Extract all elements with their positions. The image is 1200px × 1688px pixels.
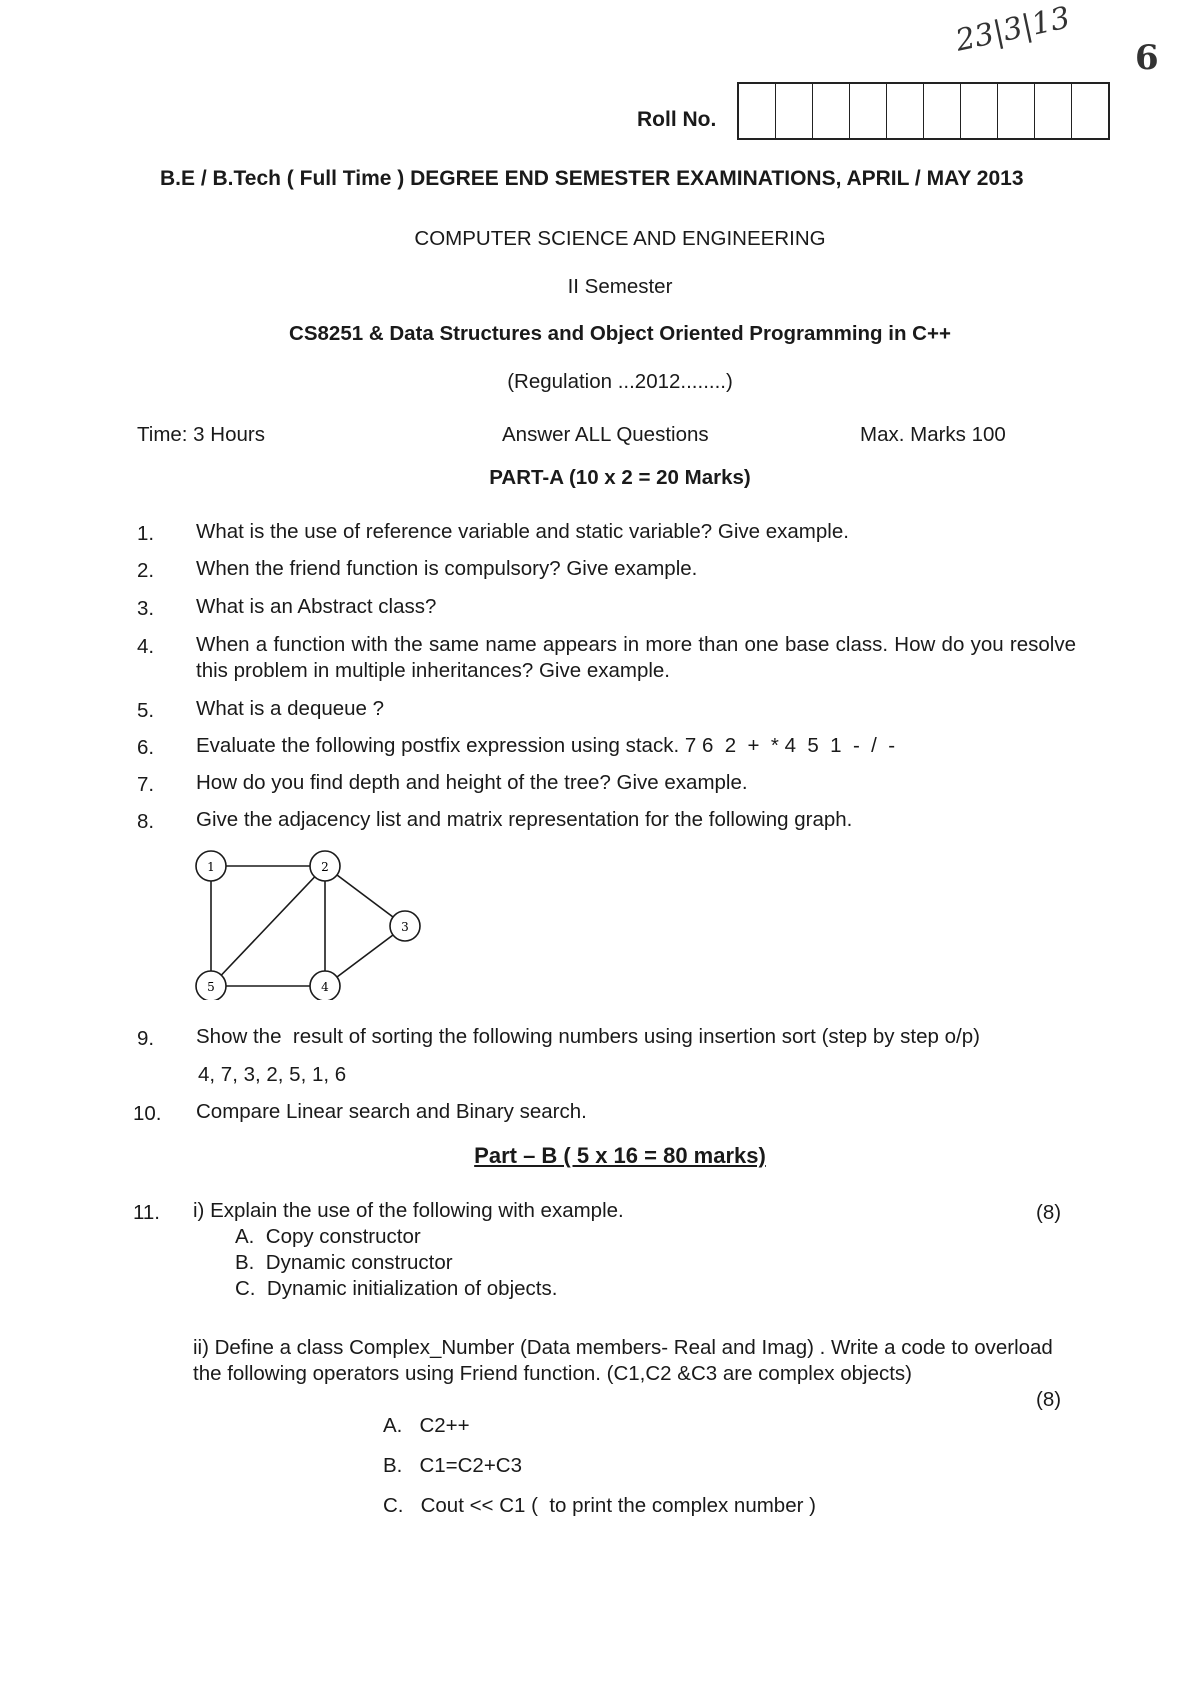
roll-digit-box	[739, 84, 775, 138]
question-number: 11.	[133, 1201, 160, 1224]
graph-node-label: 3	[401, 920, 409, 934]
graph-node-label: 4	[321, 980, 329, 994]
question-text: When a function with the same name appears in more than one base class. How do you resolve this problem in multiple inheritances? Give example.	[196, 633, 1076, 682]
exam-instruction: Answer ALL Questions	[502, 423, 709, 446]
question-number: 5.	[137, 699, 155, 722]
q11-part-i-item: C. Dynamic initialization of objects.	[235, 1277, 558, 1300]
question-text: What is a dequeue ?	[196, 697, 385, 720]
max-marks: Max. Marks 100	[860, 423, 1006, 446]
department: COMPUTER SCIENCE AND ENGINEERING	[414, 227, 826, 250]
graph-node-label: 2	[321, 860, 329, 874]
question-text: How do you find depth and height of the tree? Give example.	[196, 771, 748, 794]
question-text: When the friend function is compulsory? Give example.	[196, 557, 698, 580]
question-text: Show the result of sorting the following numbers using insertion sort (step by step o/p)	[196, 1025, 980, 1048]
roll-number-boxes	[737, 82, 1110, 140]
question-8-graph	[185, 840, 445, 1000]
q11-part-ii-marks: (8)	[1036, 1388, 1062, 1411]
question-number: 8.	[137, 810, 155, 833]
question-number: 3.	[137, 597, 155, 620]
roll-digit-box	[812, 84, 849, 138]
q11-part-ii-item: C. Cout << C1 ( to print the complex number )	[383, 1494, 816, 1517]
semester: II Semester	[567, 275, 673, 298]
q11-part-i-item: B. Dynamic constructor	[235, 1251, 453, 1274]
graph-edge-2-5	[211, 866, 325, 986]
exam-title: B.E / B.Tech ( Full Time ) DEGREE END SEMESTER EXAMINATIONS, APRIL / MAY 2013	[160, 167, 1024, 190]
graph-node-5	[196, 971, 226, 1000]
exam-time: Time: 3 Hours	[137, 423, 265, 446]
roll-digit-box	[1034, 84, 1071, 138]
question-text: What is the use of reference variable and static variable? Give example.	[196, 520, 849, 543]
part-a-title: PART-A (10 x 2 = 20 Marks)	[489, 466, 751, 489]
course-title: CS8251 & Data Structures and Object Oriented Programming in C++	[289, 322, 951, 345]
q11-part-i-text: i) Explain the use of the following with example.	[193, 1199, 624, 1222]
question-number: 4.	[137, 635, 155, 658]
roll-digit-box	[849, 84, 886, 138]
roll-digit-box	[886, 84, 923, 138]
graph-edges	[211, 866, 405, 986]
q11-part-i-marks: (8)	[1036, 1201, 1062, 1224]
graph-node-2	[310, 851, 340, 881]
handwritten-corner-mark: 6	[1135, 38, 1159, 78]
roll-number-label: Roll No.	[637, 108, 717, 131]
question-number: 6.	[137, 736, 155, 759]
question-number: 2.	[137, 559, 155, 582]
graph-node-3	[390, 911, 420, 941]
roll-digit-box	[960, 84, 997, 138]
regulation: (Regulation ...2012........)	[507, 370, 733, 393]
question-number: 9.	[137, 1027, 155, 1050]
graph-node-label: 1	[207, 860, 215, 874]
graph-node-label: 5	[207, 980, 215, 994]
roll-digit-box	[923, 84, 960, 138]
q11-part-ii-item: A. C2++	[383, 1414, 470, 1437]
question-number: 7.	[137, 773, 155, 796]
part-b-title: Part – B ( 5 x 16 = 80 marks)	[474, 1143, 766, 1168]
q11-part-i-item: A. Copy constructor	[235, 1225, 421, 1248]
question-number: 10.	[133, 1102, 162, 1125]
handwritten-date: 23|3|13	[952, 0, 1074, 59]
question-text: Give the adjacency list and matrix representation for the following graph.	[196, 808, 853, 831]
graph-node-4	[310, 971, 340, 1000]
question-text: Compare Linear search and Binary search.	[196, 1100, 587, 1123]
q11-part-ii-item: B. C1=C2+C3	[383, 1454, 523, 1477]
roll-digit-box	[1071, 84, 1108, 138]
question-text: What is an Abstract class?	[196, 595, 437, 618]
question-number: 1.	[137, 522, 155, 545]
q11-part-ii-text: ii) Define a class Complex_Number (Data members- Real and Imag) . Write a code to overload the following operators using Friend function. (C1,C2 &C3 are complex objects)	[193, 1336, 1053, 1385]
graph-node-1	[196, 851, 226, 881]
roll-digit-box	[997, 84, 1034, 138]
roll-digit-box	[775, 84, 812, 138]
question-text: Evaluate the following postfix expression using stack. 7 6 2 + * 4 5 1 - / -	[196, 734, 896, 757]
question-9-numbers: 4, 7, 3, 2, 5, 1, 6	[198, 1063, 347, 1086]
